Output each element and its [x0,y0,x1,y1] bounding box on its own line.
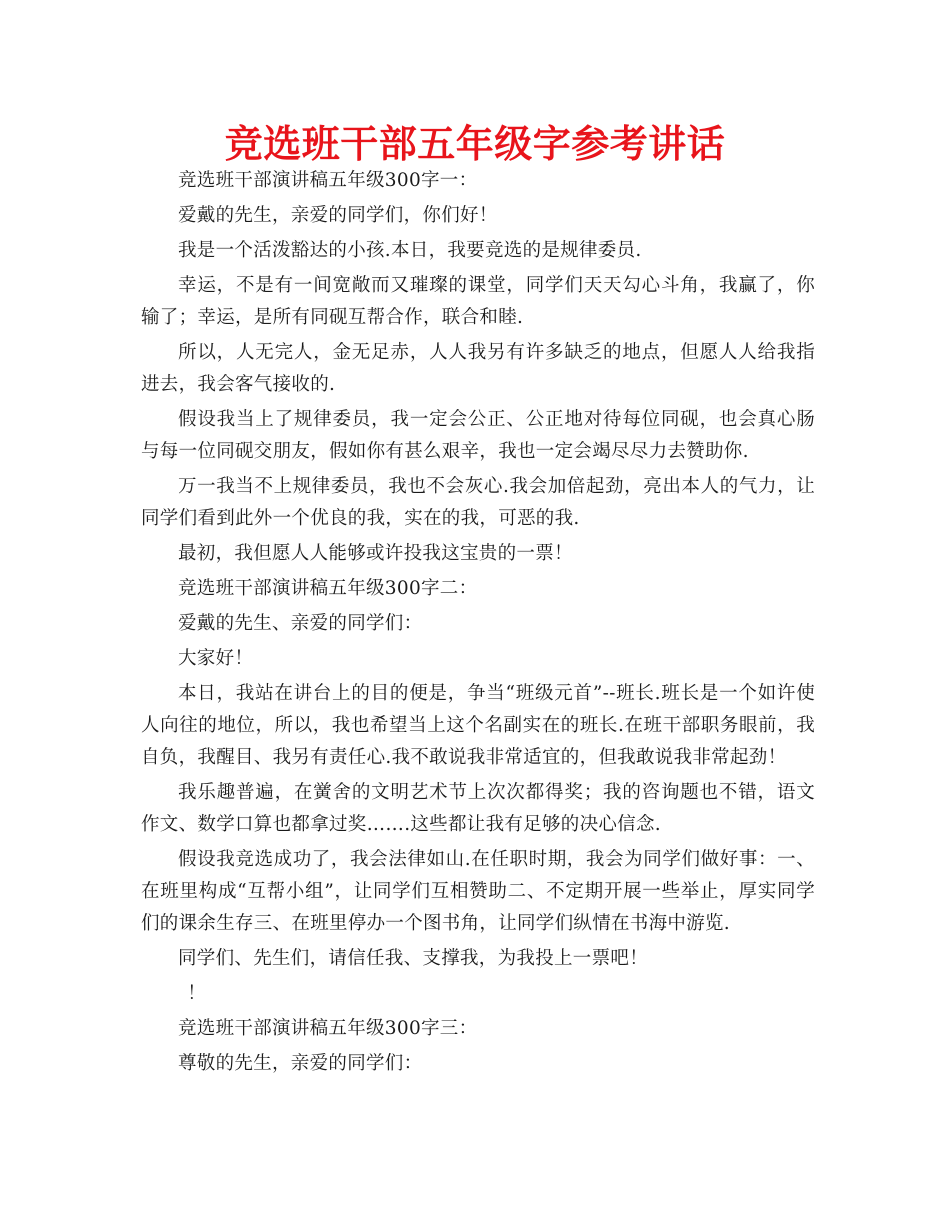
paragraph: 幸运，不是有一间宽敞而又璀璨的课堂，同学们天天勾心斗角，我赢了，你输了；幸运，是所有同砚互帮合作，联合和睦. [141,275,815,328]
paragraph: 大家好！ [178,648,254,669]
paragraph: 同学们、先生们，请信任我、支撑我，为我投上一票吧！ [178,948,649,969]
paragraph: 我是一个活泼豁达的小孩.本日，我要竞选的是规律委员. [178,240,642,261]
paragraph: 假设我竞选成功了，我会法律如山.在任职时期，我会为同学们做好事：一、在班里构成“互帮小组”，让同学们互相赞助二、不定期开展一些举止，厚实同学们的课余生存三、在班里停办一个图书角，让同学们纵情在书海中游览. [141,849,815,934]
paragraph: 万一我当不上规律委员，我也不会灰心.我会加倍起劲，亮出本人的气力，让同学们看到此外一个优良的我，实在的我，可恶的我. [141,476,815,529]
paragraph: 最初，我但愿人人能够或许投我这宝贵的一票！ [178,543,573,564]
paragraph: 假设我当上了规律委员，我一定会公正、公正地对待每位同砚，也会真心肠与每一位同砚交朋友，假如你有甚么艰辛，我也一定会竭尽尽力去赞助你. [141,409,815,462]
paragraph: 尊敬的先生，亲爱的同学们： [178,1053,423,1074]
paragraph: 本日，我站在讲台上的目的便是，争当“班级元首”--班长.班长是一个如许使人向往的地位，所以，我也希望当上这个名副实在的班长.在班干部职务眼前，我自负，我醒目、我另有责任心.我不敢说我非常适宜的，但我敢说我非常起劲！ [141,683,815,768]
paragraph: 竞选班干部演讲稿五年级300字二： [178,578,478,599]
paragraph: ！ [187,983,207,1004]
paragraph: 竞选班干部演讲稿五年级300字三： [178,1018,478,1039]
document-title: 竞选班干部五年级字参考讲话 [224,122,726,166]
paragraph: 我乐趣普遍，在黉舍的文明艺术节上次次都得奖；我的咨询题也不错，语文作文、数学口算也都拿过奖…….这些都让我有足够的决心信念. [141,782,815,835]
paragraph: 爱戴的先生，亲爱的同学们，你们好！ [178,205,498,226]
document-body [141,165,815,1083]
paragraph: 爱戴的先生、亲爱的同学们： [178,613,423,634]
paragraph: 竞选班干部演讲稿五年级300字一： [178,170,478,191]
paragraph: 所以，人无完人，金无足赤，人人我另有许多缺乏的地点，但愿人人给我指进去，我会客气接收的. [141,342,815,395]
